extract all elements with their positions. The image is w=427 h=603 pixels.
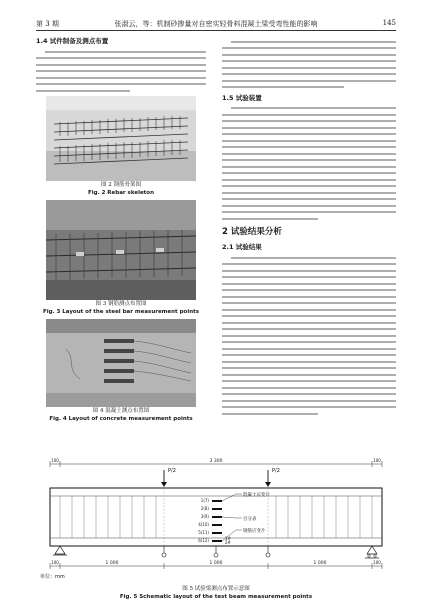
load-left-arrow — [161, 470, 167, 487]
figure-4 — [36, 319, 206, 423]
text-line — [222, 348, 396, 350]
deflection-dial-gauges — [162, 546, 270, 557]
figure-2-caption-en: Fig. 2 Rebar skeleton — [87, 190, 155, 196]
figure-3 — [36, 200, 206, 316]
text-line — [222, 140, 396, 142]
figure-5-caption-en: Fig. 5 Schematic layout of the test beam measurement points — [119, 594, 313, 600]
text-line — [231, 257, 396, 259]
text-line — [222, 302, 396, 304]
text-line — [36, 90, 130, 92]
left-column — [36, 36, 206, 423]
text-line — [222, 387, 396, 389]
text-line — [222, 374, 396, 376]
steel-point-2-label: 2# — [225, 540, 231, 545]
text-line — [222, 60, 396, 62]
text-line — [222, 400, 396, 402]
text-line — [222, 309, 396, 311]
dim-top-span: 3 300 — [209, 459, 223, 464]
body-paragraph — [222, 41, 396, 89]
dim-bottom-4: 100 — [373, 560, 381, 565]
figure-2 — [36, 96, 206, 197]
text-line — [36, 64, 206, 66]
text-line — [222, 166, 396, 168]
text-line — [222, 179, 396, 181]
text-line — [222, 133, 396, 135]
figure-5-beam-diagram — [36, 458, 396, 586]
text-line — [222, 328, 396, 330]
text-line — [222, 276, 396, 278]
text-line — [222, 296, 396, 298]
page-number: 145 — [382, 19, 396, 27]
text-line — [222, 322, 396, 324]
text-line — [222, 211, 396, 213]
steel-point-1-label: 1# — [225, 536, 231, 541]
section-heading-1-5: 1.5 试验装置 — [222, 93, 262, 102]
load-right-arrow — [265, 470, 271, 487]
text-line — [222, 120, 396, 122]
steel-strain-gauge-label: 钢筋应变片 — [243, 529, 266, 534]
text-line — [222, 86, 344, 88]
text-line — [222, 335, 396, 337]
figure-3-caption-cn: 图 3 钢筋测点布置图 — [95, 301, 147, 307]
text-line — [36, 77, 206, 79]
point-label-6: 6(12) — [198, 538, 209, 543]
dial-gauge-label: 百分表 — [243, 517, 257, 522]
right-column — [222, 36, 396, 419]
text-line — [222, 283, 396, 285]
text-line — [222, 205, 396, 207]
dim-bottom-1: 1 000 — [105, 561, 119, 566]
rebar-skeleton-photo — [46, 96, 196, 181]
issue-label: 第 3 期 — [36, 20, 59, 28]
figure-5-caption — [36, 585, 396, 601]
text-line — [36, 70, 206, 72]
text-line — [222, 159, 396, 161]
point-label-1: 1(7) — [200, 498, 209, 503]
text-line — [222, 367, 396, 369]
dim-bottom-3: 1 000 — [313, 561, 327, 566]
unit-label: 单位：mm — [40, 574, 65, 580]
header-rule — [36, 30, 396, 31]
text-line — [222, 80, 396, 82]
text-line — [222, 47, 396, 49]
section-heading-2-1: 2.1 试验结果 — [222, 243, 262, 251]
body-paragraph — [222, 257, 396, 415]
point-label-5: 5(11) — [198, 530, 209, 535]
text-line — [222, 354, 396, 356]
body-paragraph — [36, 51, 206, 92]
text-line — [222, 153, 396, 155]
text-line — [222, 361, 396, 363]
text-line — [222, 315, 396, 317]
point-label-4: 4(10) — [198, 522, 209, 527]
chapter-heading-2: 2 试验结果分析 — [222, 227, 282, 237]
point-label-2: 2(8) — [200, 506, 209, 511]
text-line — [222, 192, 396, 194]
text-line — [36, 57, 206, 59]
text-line — [222, 54, 396, 56]
figure-4-caption-cn: 图 4 混凝土测点布置图 — [92, 408, 150, 414]
concrete-measurement-photo — [46, 319, 196, 407]
text-line — [231, 41, 396, 43]
figure-3-caption-en: Fig. 3 Layout of the steel bar measurement points — [42, 309, 200, 315]
figure-2-caption-cn: 图 2 钢筋骨架图 — [101, 182, 141, 188]
support-right — [365, 546, 379, 558]
figure-4-caption-en: Fig. 4 Layout of concrete measurement points — [49, 416, 193, 422]
text-line — [222, 67, 396, 69]
text-line — [222, 341, 396, 343]
text-line — [36, 83, 206, 85]
load-right-label: P/2 — [272, 468, 280, 474]
running-header — [36, 17, 396, 31]
text-line — [222, 185, 396, 187]
text-line — [222, 289, 396, 291]
text-line — [222, 380, 396, 382]
text-line — [222, 127, 396, 129]
text-line — [222, 218, 318, 220]
body-paragraph — [222, 107, 396, 220]
text-line — [222, 406, 396, 408]
load-left-label: P/2 — [168, 468, 176, 474]
text-line — [222, 73, 396, 75]
dim-bottom-2: 1 000 — [209, 561, 223, 566]
text-line — [222, 198, 396, 200]
text-line — [222, 263, 396, 265]
text-line — [222, 114, 396, 116]
text-line — [222, 270, 396, 272]
text-line — [222, 172, 396, 174]
figure-5-caption-cn: 图 5 试验梁测点布置示意图 — [182, 586, 250, 592]
dim-top-left: 100 — [51, 458, 59, 463]
text-line — [45, 51, 206, 53]
text-line — [222, 146, 396, 148]
article-title-header: 张淑云，等：机制砂掺量对自密实轻骨料混凝土梁受弯性能的影响 — [114, 20, 318, 28]
dim-bottom-0: 100 — [51, 560, 59, 565]
support-left — [53, 546, 67, 555]
section-heading-1-4: 1.4 试件制备及测点布置 — [36, 37, 109, 45]
steel-bar-measurement-photo — [46, 200, 196, 300]
text-line — [222, 413, 318, 415]
text-line — [231, 107, 396, 109]
dim-top-right: 100 — [373, 458, 381, 463]
point-label-3: 3(9) — [200, 514, 209, 519]
text-line — [222, 393, 396, 395]
concrete-strain-gauge-label: 混凝土应变片 — [243, 493, 270, 498]
